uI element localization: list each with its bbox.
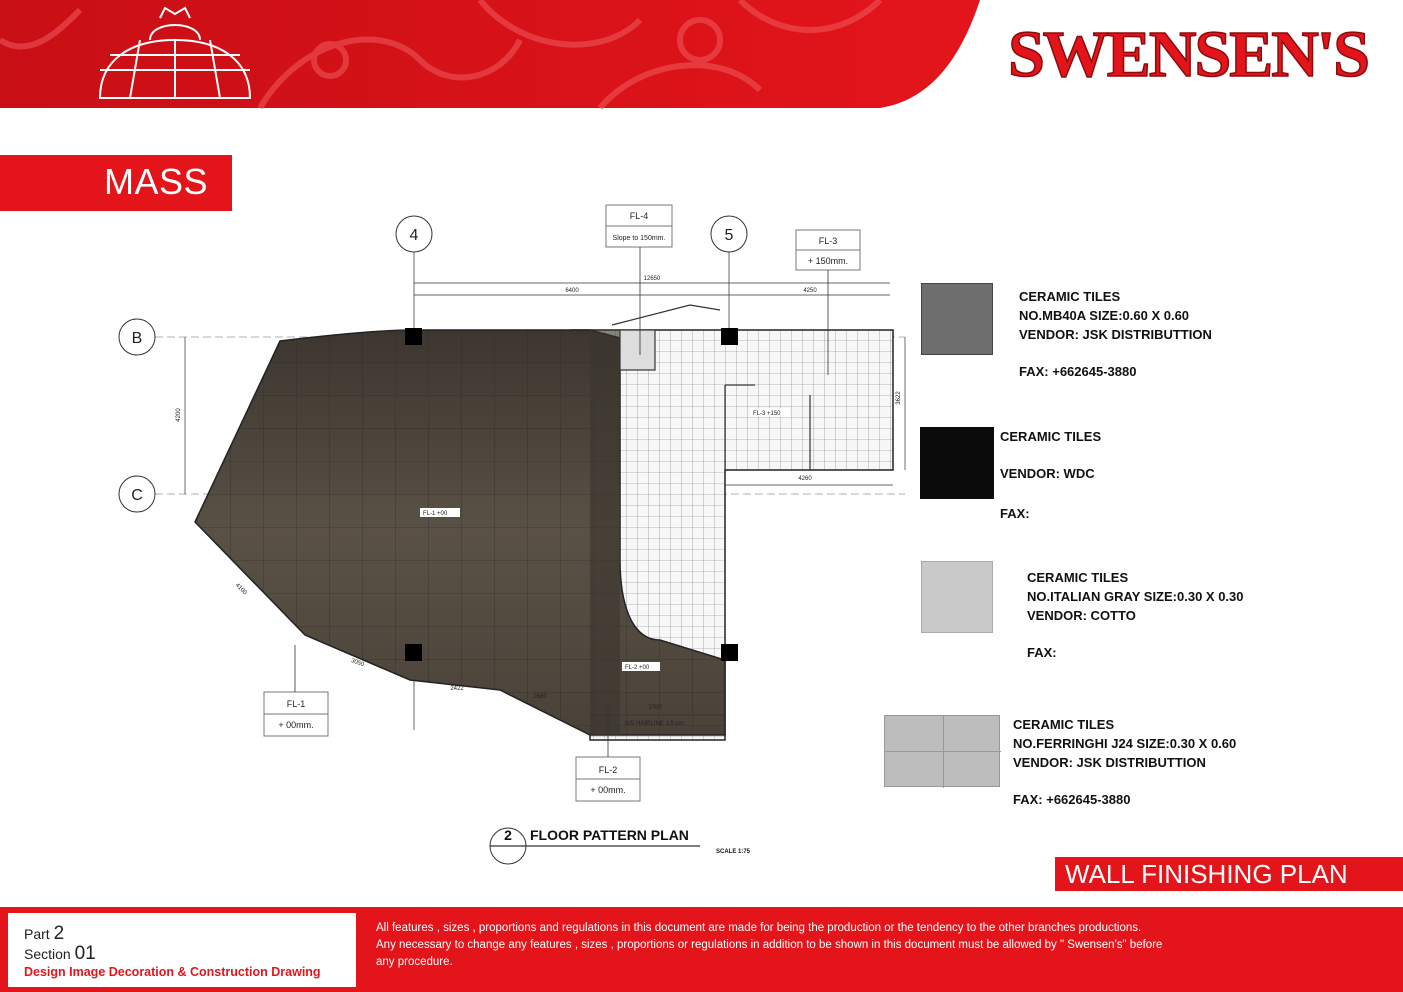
dim-top-left: 6400	[565, 288, 579, 294]
section-tab-label: MASS	[104, 161, 209, 202]
dim-b3: 2680	[533, 694, 547, 700]
grid-bubble-c: C	[131, 487, 143, 504]
tag-fl3-value: + 150mm.	[807, 256, 849, 266]
tag-fl2-value: + 00mm.	[590, 785, 626, 795]
inner-label-fl2: FL-2 +00	[625, 665, 650, 671]
tag-fl4-value: Slope to 150mm.	[612, 235, 666, 242]
tag-fl1-code: FL-1	[286, 699, 306, 709]
tag-fl2-code: FL-2	[598, 765, 618, 775]
swensens-logo	[1008, 14, 1368, 96]
grid-bubble-4: 4	[409, 227, 419, 244]
page-title: WALL FINISHING PLAN	[1065, 859, 1348, 889]
material-swatch-3	[921, 561, 993, 633]
footer-info-box	[8, 913, 356, 987]
dim-inner-bottom: 4260	[798, 476, 812, 482]
tag-fl3-code: FL-3	[818, 236, 838, 246]
plan-scale: SCALE 1:75	[715, 849, 750, 855]
footer	[0, 907, 1403, 992]
part-label: Part	[24, 926, 50, 942]
material-swatch-1	[921, 283, 993, 355]
page-title-banner	[1055, 857, 1403, 891]
section-label: Section	[24, 946, 71, 962]
svg-text:SWENSEN'S: SWENSEN'S	[1008, 18, 1368, 91]
dim-top-right: 4250	[803, 288, 817, 294]
dim-b2: 2422	[450, 686, 464, 692]
section-value: 01	[74, 943, 96, 964]
plan-title: FLOOR PATTERN PLAN	[530, 827, 689, 843]
dim-b4: 3700	[648, 705, 662, 711]
hairline-note: S/S HAIRLINE 1.5 cm.	[624, 721, 686, 727]
disclaimer: All features , sizes , proportions and regulations in this document are made for being the production or the tendency to the other branches productions. Any necessary to change any features , sizes , proportions or regulations in addition to be shown in this document must be allowed by " Swensen's" before any procedure.	[376, 922, 1163, 968]
material-3: CERAMIC TILES NO.ITALIAN GRAY SIZE:0.30 X 0.30 VENDOR: COTTO FAX:	[1027, 570, 1244, 660]
grid-bubble-5: 5	[724, 227, 734, 244]
plan-title-number: 2	[504, 827, 512, 843]
material-4: CERAMIC TILES NO.FERRINGHI J24 SIZE:0.30 X 0.60 VENDOR: JSK DISTRIBUTTION FAX: +662645-3880	[1013, 717, 1237, 807]
inner-label-fl1: FL-1 +00	[423, 511, 448, 517]
tag-fl4-code: FL-4	[629, 211, 649, 221]
material-swatch-4	[884, 715, 1000, 787]
plan-title-block	[490, 827, 751, 864]
grid-bubble-b: B	[131, 330, 143, 347]
dim-left-vertical: 4200	[176, 408, 182, 422]
dim-b1: 3050	[350, 657, 365, 669]
inner-label-fl3: FL-3 +150	[753, 411, 781, 417]
drawing-label: Design Image Decoration & Construction Drawing	[24, 965, 321, 979]
dim-top-total: 12650	[643, 276, 661, 282]
part-value: 2	[53, 923, 65, 944]
material-swatch-2	[920, 427, 994, 499]
material-1: CERAMIC TILES NO.MB40A SIZE:0.60 X 0.60 VENDOR: JSK DISTRIBUTTION FAX: +662645-3880	[1019, 289, 1212, 379]
dim-right-vertical: 3622	[896, 391, 902, 405]
material-2: CERAMIC TILES VENDOR: WDC FAX:	[1000, 429, 1102, 521]
dim-diagonal: 4100	[233, 582, 248, 597]
floor-pattern-plan	[100, 198, 900, 878]
header-banner	[0, 0, 980, 108]
tag-fl1-value: + 00mm.	[278, 720, 314, 730]
